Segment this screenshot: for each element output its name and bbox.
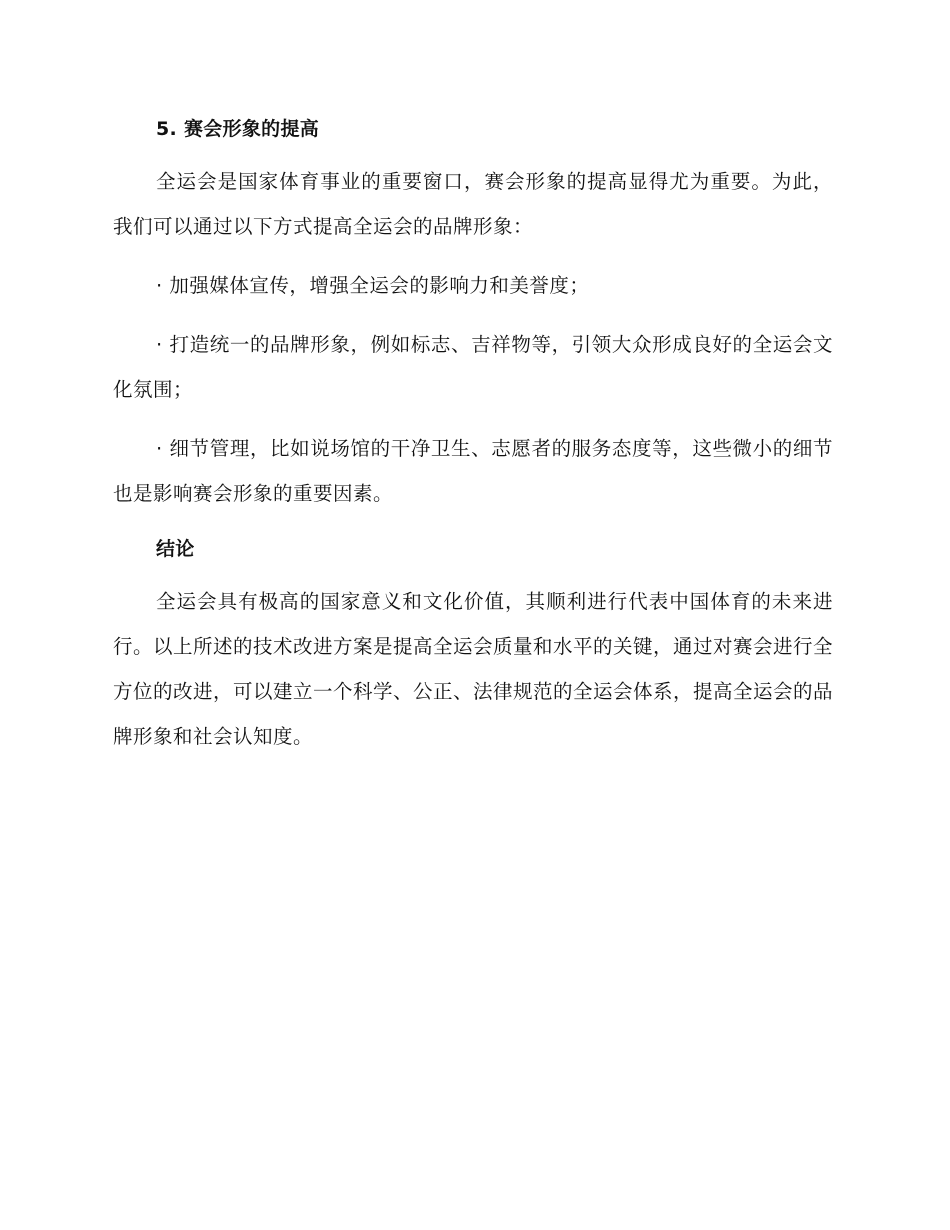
bullet-media-promotion: · 加强媒体宣传，增强全运会的影响力和美誉度； <box>156 274 590 297</box>
document-body <box>113 112 833 759</box>
bullet-detail-management: · 细节管理，比如说场馆的干净卫生、志愿者的服务态度等，这些微小的细节也是影响赛会形象的重要因素。 <box>113 437 833 505</box>
bullet-unified-brand: · 打造统一的品牌形象，例如标志、吉祥物等，引领大众形成良好的全运会文化氛围； <box>113 333 833 401</box>
paragraph-conclusion: 全运会具有极高的国家意义和文化价值，其顺利进行代表中国体育的未来进行。以上所述的技术改进方案是提高全运会质量和水平的关键，通过对赛会进行全方位的改进，可以建立一个科学、公正、法律规范的全运会体系，提高全运会的品牌形象和社会认知度。 <box>113 590 834 748</box>
paragraph-brand-intro: 全运会是国家体育事业的重要窗口，赛会形象的提高显得尤为重要。为此，我们可以通过以下方式提高全运会的品牌形象： <box>113 170 833 238</box>
section-heading-brand-image: 5. 赛会形象的提高 <box>156 118 320 140</box>
section-heading-conclusion: 结论 <box>156 538 195 560</box>
